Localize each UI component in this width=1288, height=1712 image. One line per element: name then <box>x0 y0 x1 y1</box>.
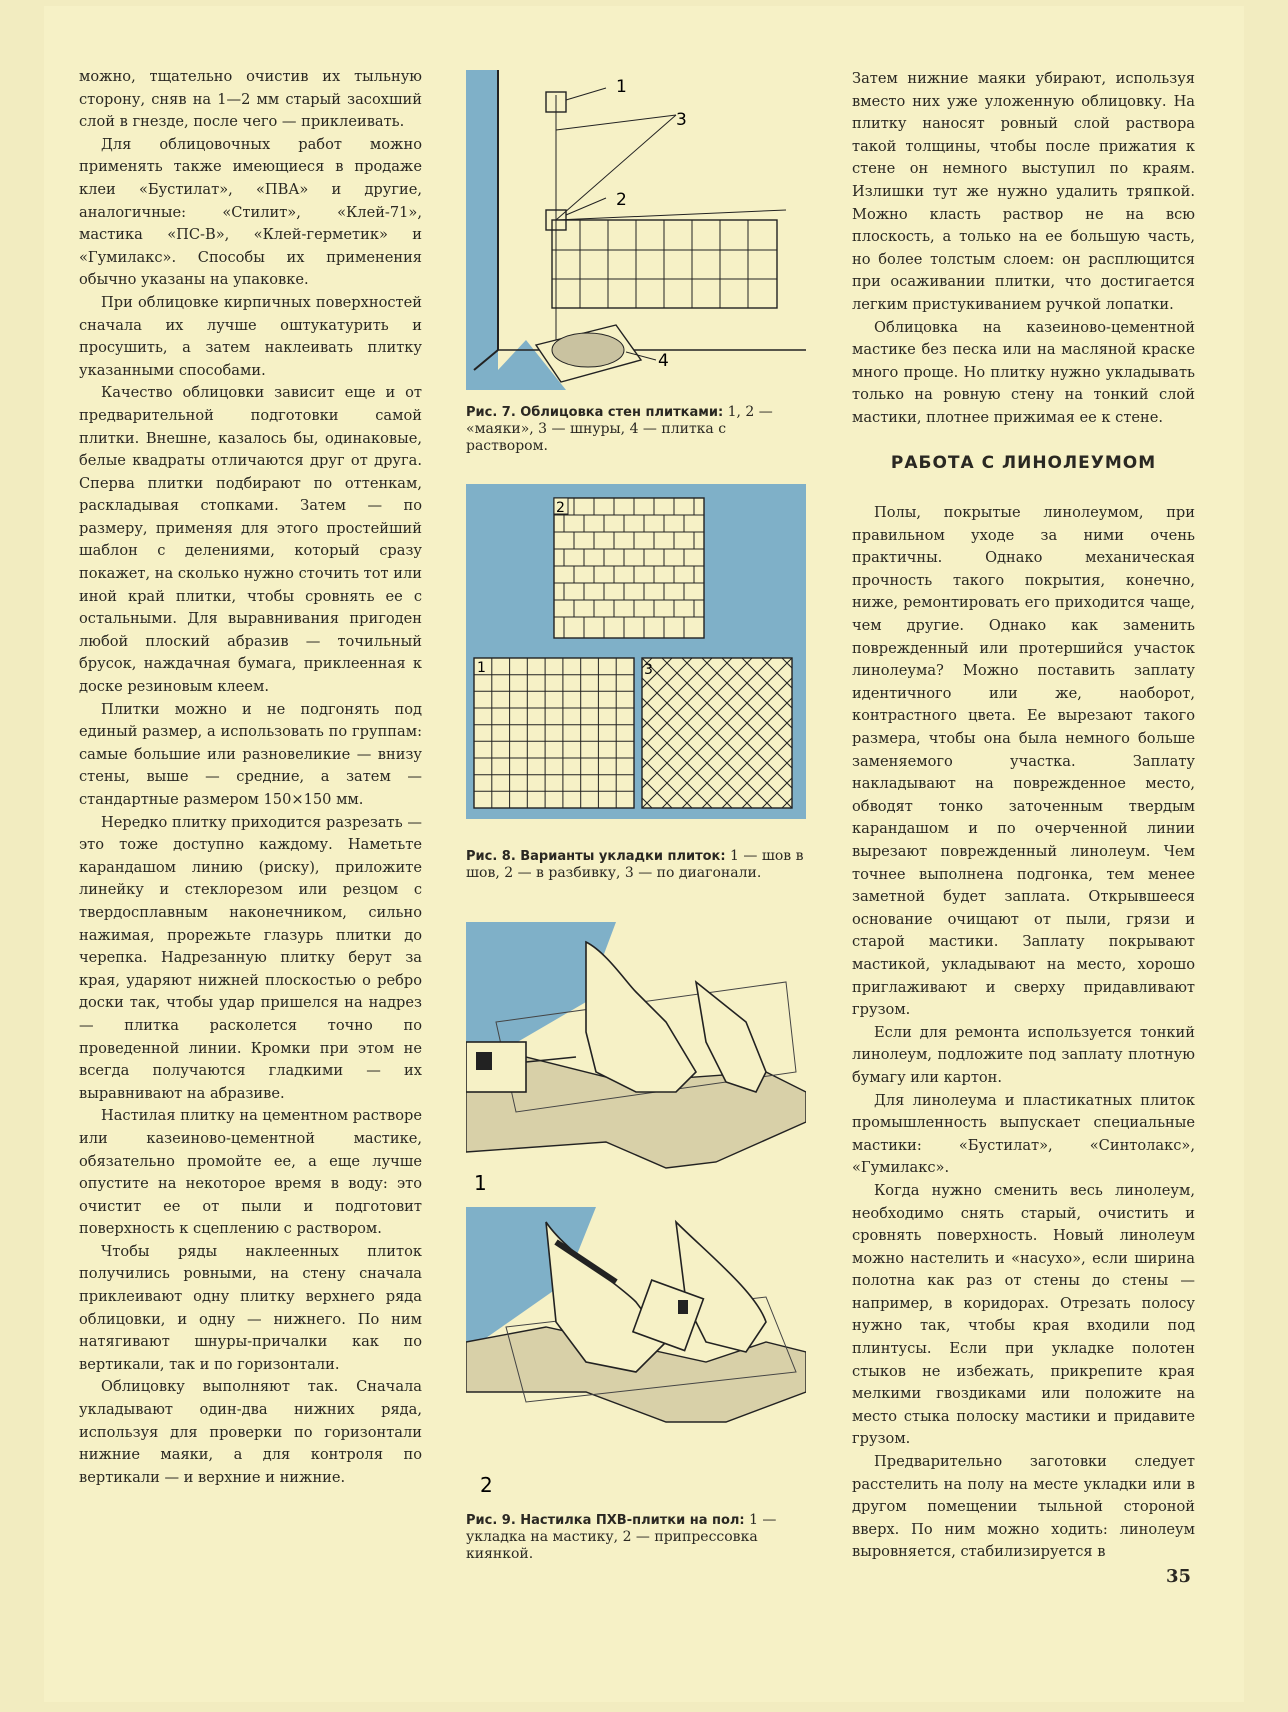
paragraph: Если для ремонта используется тонкий линолеум, подложите под заплату плотную бумагу или картон. <box>852 1023 1195 1086</box>
caption-label: Рис. 9. <box>466 1513 516 1528</box>
paragraph: Затем нижние маяки убирают, используя вместо них уже уложенную облицовку. На плитку наносят ровный слой раствора такой толщины, чтобы после прижатия к стене он немного выступил по краям. Излишки тут же нужно удалить тряпкой. Можно класть раствор не на всю плоскость, а только на ее большую часть, но более толстым слоем: он расплющится при осаживании плитки, что достигается легким пристукиванием ручкой лопатки. <box>852 70 1195 313</box>
caption-label: Рис. 8. <box>466 849 516 864</box>
figure-8-caption <box>466 848 811 882</box>
paragraph: Качество облицовки зависит еще и от предварительной подготовки самой плитки. Внешне, казалось бы, одинаковые, белые квадраты отличаются друг от друга. Сперва плитки подбирают по оттенкам, раскладывая стопками. Затем — по размеру, применяя для этого простейший шаблон с делениями, который сразу покажет, на сколько нужно сточить тот или иной край плитки, чтобы сровнять ее с остальными. Для выравнивания пригоден любой плоский абразив — точильный брусок, наждачная бумага, приклеенная к доске резиновым клеем. <box>79 384 422 696</box>
figure-8-tile-layouts <box>466 484 806 824</box>
paragraph: Облицовку выполняют так. Сначала укладывают один-два нижних ряда, используя для проверки по горизонтали нижние маяки, а для контроля по вертикали — и верхние и нижние. <box>79 1378 422 1486</box>
section-heading: РАБОТА С ЛИНОЛЕУМОМ <box>890 452 1157 473</box>
caption-text: 1 — укладка на мастику, 2 — припрессовка киянкой. <box>466 1512 777 1562</box>
left-text-column <box>79 66 422 1489</box>
paragraph: Плитки можно и не подгонять под единый размер, а использовать по группам: самые большие или разновеликие — внизу стены, выше — средние, а затем — стандартные размером 150×150 мм. <box>79 700 422 808</box>
paragraph: Для облицовочных работ можно применять также имеющиеся в продаже клеи «Бустилат», «ПВА» и другие, аналогичные: «Стилит», «Клей-71», мастика «ПС-В», «Клей-герметик» и «Гумилакс». Способы их применения обычно указаны на упаковке. <box>79 135 422 289</box>
page-number: 35 <box>1166 1566 1192 1587</box>
callout-2: 2 <box>556 500 565 516</box>
right-text-column <box>852 68 1195 1564</box>
paragraph: Для линолеума и пластикатных плиток промышленность выпускает специальные мастики: «Бустилат», «Синтолакс», «Гумилакс». <box>852 1091 1195 1177</box>
callout-1: 1 <box>474 1171 487 1195</box>
figure-9-pvc-tiling <box>466 922 806 1502</box>
paragraph: Настилая плитку на цементном растворе или казеиново-цементной мастике, обязательно промойте ее, а еще лучше опустите на некоторое время в воду: это очистит ее от пыли и подготовит поверхность к сцеплению с раствором. <box>79 1107 423 1238</box>
paragraph: Нередко плитку приходится разрезать — это тоже доступно каждому. Наметьте карандашом линию (риску), приложите линейку и стеклорезом или резцом с твердосплавным наконечником, сильно нажимая, прорежьте глазурь плитки до черепка. Надрезанную плитку берут за края, ударяют нижней плоскостью о ребро доски так, чтобы удар пришелся на надрез — плитка расколется точно по проведенной линии. Кромки при этом не всегда получаются гладкими — их выравнивают на абразиве. <box>79 813 422 1102</box>
figure-7-caption <box>466 404 811 455</box>
figure-7-wall-tiling <box>466 70 806 400</box>
callout-2: 2 <box>616 190 627 210</box>
paragraph: Облицовка на казеиново-цементной мастике без песка или на масляной краске много проще. Но плитку нужно укладывать только на ровную стену на тонкий слой мастики, плотнее прижимая ее к стене. <box>852 318 1195 426</box>
callout-1: 1 <box>477 660 486 676</box>
callout-2: 2 <box>480 1473 493 1497</box>
paragraph: При облицовке кирпичных поверхностей сначала их лучше оштукатурить и просушить, а затем наклеивать плитку указанными способами. <box>79 293 422 379</box>
callout-3: 3 <box>644 662 653 678</box>
paragraph: Чтобы ряды наклеенных плиток получились ровными, на стену сначала приклеивают одну плитку верхнего ряда облицовки, и одну — нижнего. По ним натягивают шнуры-причалки как по вертикали, так и по горизонтали. <box>79 1242 422 1373</box>
caption-title: Варианты укладки плиток: <box>520 849 726 864</box>
callout-3: 3 <box>676 110 687 130</box>
caption-title: Облицовка стен плитками: <box>520 405 724 420</box>
caption-text: 1 — шов в шов, 2 — в разбивку, 3 — по диагонали. <box>466 848 804 881</box>
paragraph: Когда нужно сменить весь линолеум, необходимо снять старый, очистить и сровнять поверхность. Новый линолеум можно настелить и «насухо», если ширина полотна как раз от стены до стены — например, в коридорах. Отрезать полосу нужно так, чтобы края входили под плинтусы. Если при укладке полотен стыков не избежать, прикрепите края мелкими гвоздиками или положите на место стыка полоску мастики и придавите грузом. <box>852 1181 1195 1448</box>
callout-1: 1 <box>616 77 627 97</box>
caption-text: 1, 2 — «маяки», 3 — шнуры, 4 — плитка с раствором. <box>466 404 773 454</box>
figure-9-caption <box>466 1512 811 1563</box>
caption-title: Настилка ПХВ-плитки на пол: <box>520 1513 745 1528</box>
paragraph: Полы, покрытые линолеумом, при правильном уходе за ними очень практичны. Однако механическая прочность такого покрытия, конечно, ниже, ремонтировать его приходится чаще, чем другие. Однако как заменить поврежденный или протершийся участок линолеума? Можно поставить заплату идентичного или же, наоборот, контрастного цвета. Ее вырезают такого размера, чтобы она была немного больше заменяемого участка. Заплату накладывают на поврежденное место, обводят тонко заточенным твердым карандашом и по очерченной линии вырезают поврежденный линолеум. Чем точнее выполнена подгонка, тем менее заметной будет заплата. Открывшееся основание очищают от пыли, грязи и старой мастики. Заплату покрывают мастикой, укладывают на место, хорошо приглаживают и сверху придавливают грузом. <box>852 504 1195 1019</box>
paragraph: Предварительно заготовки следует расстелить на полу на месте укладки или в другом помещении тыльной стороной вверх. По ним можно ходить: линолеум выровняется, стабилизируется в <box>852 1453 1195 1561</box>
paragraph: можно, тщательно очистив их тыльную сторону, сняв на 1—2 мм старый засохший слой в гнезде, после чего — приклеивать. <box>79 68 422 131</box>
caption-label: Рис. 7. <box>466 405 516 420</box>
callout-4: 4 <box>658 351 669 371</box>
